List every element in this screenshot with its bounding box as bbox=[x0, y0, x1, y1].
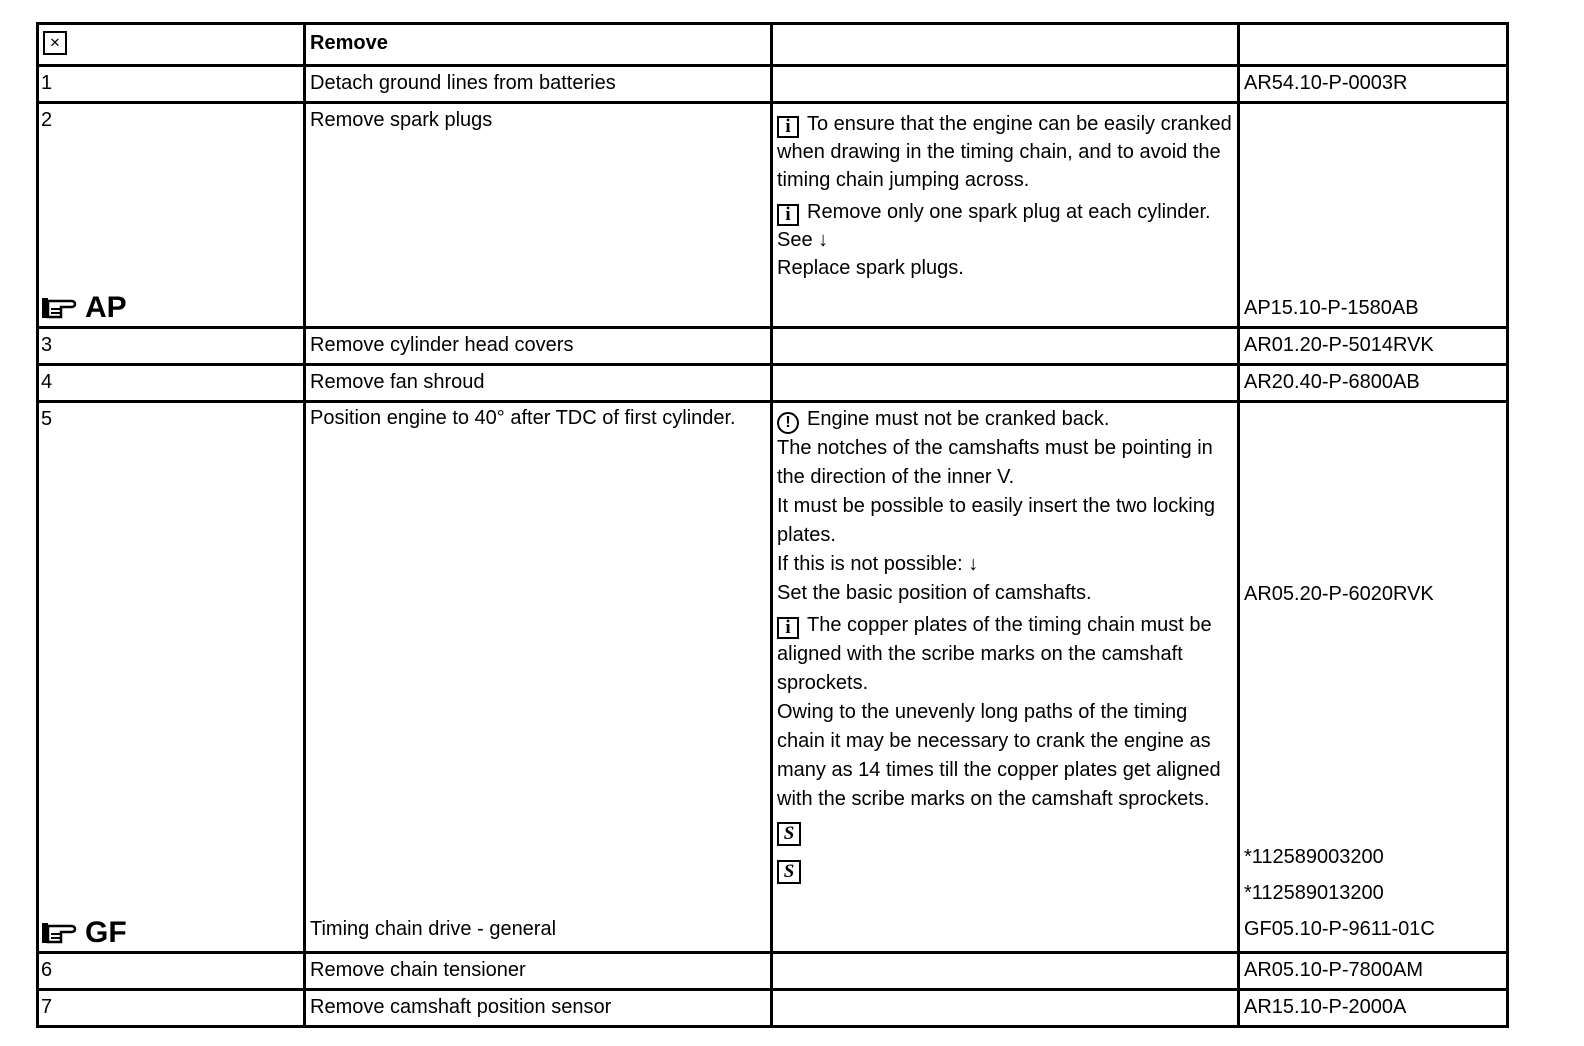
step-text: Remove camshaft position sensor bbox=[305, 990, 772, 1027]
basic-position-text: Set the basic position of camshafts. bbox=[777, 582, 1092, 604]
step-reference-cell bbox=[1239, 103, 1508, 328]
info-note bbox=[777, 110, 1232, 194]
info-note-text: To ensure that the engine can be easily cranked when drawing in the timing chain, and to avoid the timing chain jumping across. bbox=[777, 113, 1232, 191]
table-row bbox=[38, 365, 1508, 402]
step-number: 1 bbox=[38, 66, 305, 103]
procedure-table bbox=[36, 22, 1509, 1028]
warning-note bbox=[777, 405, 1232, 434]
step-text: Remove chain tensioner bbox=[305, 953, 772, 990]
table-row bbox=[38, 402, 1508, 953]
step-notes bbox=[772, 66, 1239, 103]
step-notes bbox=[772, 328, 1239, 365]
warning-note-text: Engine must not be cranked back. bbox=[807, 408, 1110, 430]
step-number: 5 bbox=[41, 408, 53, 430]
table-row bbox=[38, 103, 1508, 328]
special-tool-icon[interactable]: S bbox=[777, 822, 801, 846]
step-number-cell bbox=[38, 103, 305, 328]
step-reference[interactable]: AR15.10-P-2000A bbox=[1239, 990, 1508, 1027]
basic-position-reference[interactable]: AR05.20-P-6020RVK bbox=[1244, 583, 1434, 605]
if-not-link[interactable]: If this is not possible: ↓ bbox=[777, 553, 979, 575]
table-row bbox=[38, 953, 1508, 990]
step-number: 6 bbox=[38, 953, 305, 990]
step-text-cell bbox=[305, 402, 772, 953]
step-reference[interactable]: AR01.20-P-5014RVK bbox=[1239, 328, 1508, 365]
step-text: Remove cylinder head covers bbox=[305, 328, 772, 365]
pointing-hand-icon bbox=[41, 920, 83, 946]
header-title bbox=[305, 24, 772, 66]
tool-row bbox=[777, 816, 1232, 846]
ap-reference-badge[interactable] bbox=[41, 292, 127, 324]
see-link[interactable]: See ↓ bbox=[777, 229, 829, 251]
table-row bbox=[38, 328, 1508, 365]
special-tool-icon[interactable]: S bbox=[777, 860, 801, 884]
header-icon-cell bbox=[38, 24, 305, 66]
step-reference[interactable]: AR05.10-P-7800AM bbox=[1239, 953, 1508, 990]
notches-text: The notches of the camshafts must be pointing in the direction of the inner V. bbox=[777, 437, 1213, 488]
info-icon[interactable]: i bbox=[777, 617, 799, 639]
owing-text: Owing to the unevenly long paths of the timing chain it may be necessary to crank the engine as many as 14 times till the copper plates get aligned with the scribe marks on the camshaft sprockets. bbox=[777, 701, 1221, 810]
info-note-text: The copper plates of the timing chain must be aligned with the scribe marks on the camshaft sprockets. bbox=[777, 614, 1212, 694]
step-text: Position engine to 40° after TDC of first cylinder. bbox=[310, 407, 736, 429]
expand-icon[interactable]: ✕ bbox=[43, 31, 67, 55]
step-number: 4 bbox=[38, 365, 305, 402]
step-text: Remove spark plugs bbox=[305, 103, 772, 328]
ap-badge-label: AP bbox=[85, 291, 127, 324]
info-note bbox=[777, 198, 1232, 226]
step-reference[interactable]: GF05.10-P-9611-01C bbox=[1244, 918, 1435, 940]
step-number: 2 bbox=[41, 109, 53, 131]
info-icon[interactable]: i bbox=[777, 204, 799, 226]
step-number-cell bbox=[38, 402, 305, 953]
table-row bbox=[38, 990, 1508, 1027]
general-text[interactable]: Timing chain drive - general bbox=[310, 918, 557, 940]
step-notes bbox=[772, 402, 1239, 953]
step-reference[interactable]: AR20.40-P-6800AB bbox=[1239, 365, 1508, 402]
step-text: Detach ground lines from batteries bbox=[305, 66, 772, 103]
step-reference-cell bbox=[1239, 402, 1508, 953]
header-title-text: Remove bbox=[310, 32, 388, 54]
step-notes bbox=[772, 365, 1239, 402]
info-note bbox=[777, 611, 1232, 698]
insert-text: It must be possible to easily insert the two locking plates. bbox=[777, 495, 1215, 546]
tool-number[interactable]: *112589003200 bbox=[1244, 846, 1384, 868]
tool-number[interactable]: *112589013200 bbox=[1244, 882, 1384, 904]
header-empty-cell-2 bbox=[1239, 24, 1508, 66]
pointing-hand-icon bbox=[41, 295, 83, 321]
step-notes bbox=[772, 103, 1239, 328]
step-notes bbox=[772, 953, 1239, 990]
step-text: Remove fan shroud bbox=[305, 365, 772, 402]
step-notes bbox=[772, 990, 1239, 1027]
gf-badge-label: GF bbox=[85, 916, 127, 949]
info-icon[interactable]: i bbox=[777, 116, 799, 138]
table-row bbox=[38, 66, 1508, 103]
tool-row bbox=[777, 854, 1232, 884]
step-number: 7 bbox=[38, 990, 305, 1027]
step-reference[interactable]: AP15.10-P-1580AB bbox=[1244, 297, 1419, 319]
replace-text: Replace spark plugs. bbox=[777, 257, 964, 279]
gf-reference-badge[interactable] bbox=[41, 917, 127, 949]
step-number: 3 bbox=[38, 328, 305, 365]
header-empty-cell bbox=[772, 24, 1239, 66]
info-note-text: Remove only one spark plug at each cylinder. bbox=[807, 201, 1211, 223]
warning-icon[interactable]: ! bbox=[777, 412, 799, 434]
header-row bbox=[38, 24, 1508, 66]
step-reference[interactable]: AR54.10-P-0003R bbox=[1239, 66, 1508, 103]
